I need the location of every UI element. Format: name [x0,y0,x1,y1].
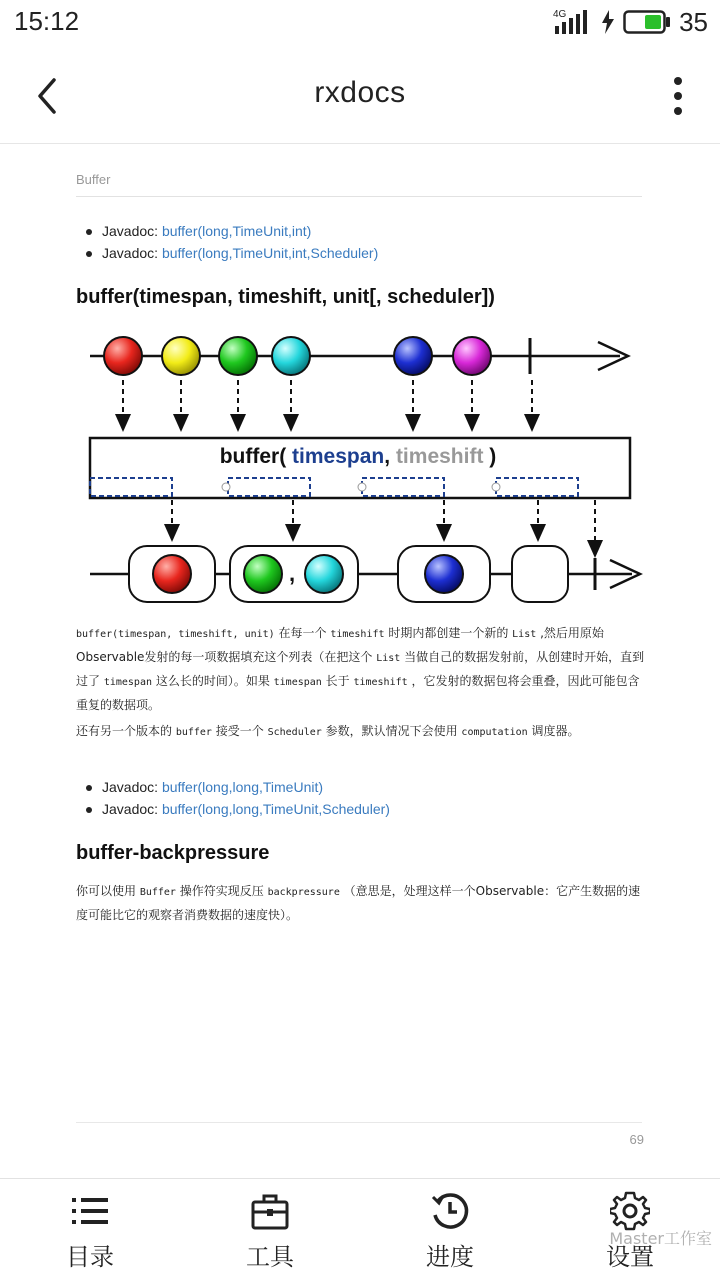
list-item [84,776,390,798]
more-vertical-icon [664,72,692,120]
list-item [84,242,378,264]
app-title: rxdocs [314,76,406,109]
text-run: ,然后用原始Observable发射的每一项数据填充这个列表（在把这个 [76,626,604,664]
javadoc-link[interactable]: buffer(long,TimeUnit,int,Scheduler) [161,245,379,261]
javadoc-list-top [84,220,378,264]
javadoc-prefix: Javadoc: [102,245,162,261]
text-run: 调度器。 [527,724,580,738]
source-marble-red [104,337,142,375]
operator-param-timespan: timespan [292,445,385,468]
gear-icon [610,1191,650,1231]
section-heading-buffer-timeshift: buffer(timespan, timeshift, unit[, scheduler]) [76,286,495,308]
nav-label: 设置 [606,1243,654,1271]
output-marble-green [244,555,282,593]
description-paragraph-3 [76,880,646,926]
signal-icon [553,8,593,36]
code-inline: timeshift [330,629,385,640]
status-time: 15:12 [14,6,80,36]
nav-label: 目录 [66,1243,114,1271]
javadoc-prefix: Javadoc: [102,779,162,795]
source-marble-magenta [453,337,491,375]
nav-tools[interactable] [200,1179,340,1280]
code-inline: Buffer [139,887,176,898]
text-run: 操作符实现反压 [175,884,268,898]
javadoc-prefix: Javadoc: [102,223,162,239]
app-bar [0,44,720,144]
javadoc-link[interactable]: buffer(long,TimeUnit,int) [161,223,312,239]
document-page[interactable] [0,146,720,1178]
input-arrows [123,380,532,418]
code-inline: timeshift [353,677,408,688]
watermark: Master工作室 [609,1229,712,1248]
toolbox-icon [250,1191,290,1231]
page-number: 69 [629,1132,644,1147]
text-run: 还有另一个版本的 [76,724,176,738]
code-inline: backpressure [267,887,340,898]
code-inline: List [512,629,537,640]
text-run: 你可以使用 [76,884,140,898]
output-marble-cyan [305,555,343,593]
nav-label: 工具 [246,1243,294,1271]
code-inline: buffer [175,727,212,738]
code-inline: Scheduler [267,727,322,738]
code-inline: timespan [103,677,152,688]
list-item [84,220,378,242]
text-run: ，它发射的数据包将会重叠，因此可能包含重复的数据项。 [76,674,640,712]
output-marble-red [153,555,191,593]
operator-close: ) [489,445,497,468]
code-inline: buffer(timespan, timeshift, unit) [76,629,275,640]
nav-progress[interactable] [380,1179,520,1280]
output-arrows [172,500,595,544]
source-marble-cyan [272,337,310,375]
history-icon [430,1191,470,1231]
footer-divider [76,1122,642,1123]
source-marble-yellow [162,337,200,375]
marble-diagram [80,326,650,606]
javadoc-link[interactable]: buffer(long,long,TimeUnit) [161,779,324,795]
running-head: Buffer [76,172,111,187]
description-paragraph-2 [76,720,646,744]
list-icon [70,1191,110,1231]
charging-icon [601,10,615,34]
output-buffer-comma: , [288,561,296,586]
input-arrowheads [115,414,540,432]
output-buffer-4-empty [512,546,568,602]
status-icons [553,6,708,38]
more-options-button[interactable] [664,72,692,120]
battery-level: 35 [679,6,708,37]
text-run: 接受一个 [211,724,268,738]
output-marble-blue [425,555,463,593]
source-marble-blue [394,337,432,375]
operator-sep: , [384,445,391,468]
description-paragraph-1 [76,622,646,716]
code-inline: timespan [273,677,322,688]
text-run: 时期内都创建一个新的 [384,626,513,640]
nav-label: 进度 [426,1243,474,1271]
operator-param-timeshift: timeshift [395,445,484,468]
text-run: 参数，默认情况下会使用 [321,724,462,738]
code-inline: List [376,653,401,664]
text-run: 在每一个 [274,626,331,640]
code-inline: computation [461,727,528,738]
text-run: 当做自己的数据发射前，从创建时开始，直到过了 [76,650,645,688]
javadoc-prefix: Javadoc: [102,801,162,817]
javadoc-link[interactable]: buffer(long,long,TimeUnit,Scheduler) [161,801,390,817]
battery-icon [623,9,671,35]
text-run: 长于 [321,674,354,688]
operator-name: buffer( [219,445,287,468]
source-marble-green [219,337,257,375]
nav-contents[interactable] [20,1179,160,1280]
text-run: 这么长的时间）。如果 [152,674,274,688]
header-divider [76,196,642,197]
status-bar [0,0,720,44]
list-item [84,798,390,820]
section-heading-buffer-backpressure: buffer-backpressure [76,842,270,864]
network-type: 4G [553,9,567,20]
operator-label [220,445,497,468]
text-run: （意思是，处理这样一个Observable：它产生数据的速度可能比它的观察者消费数据的速度快）。 [76,884,641,922]
javadoc-list-mid [84,776,390,820]
